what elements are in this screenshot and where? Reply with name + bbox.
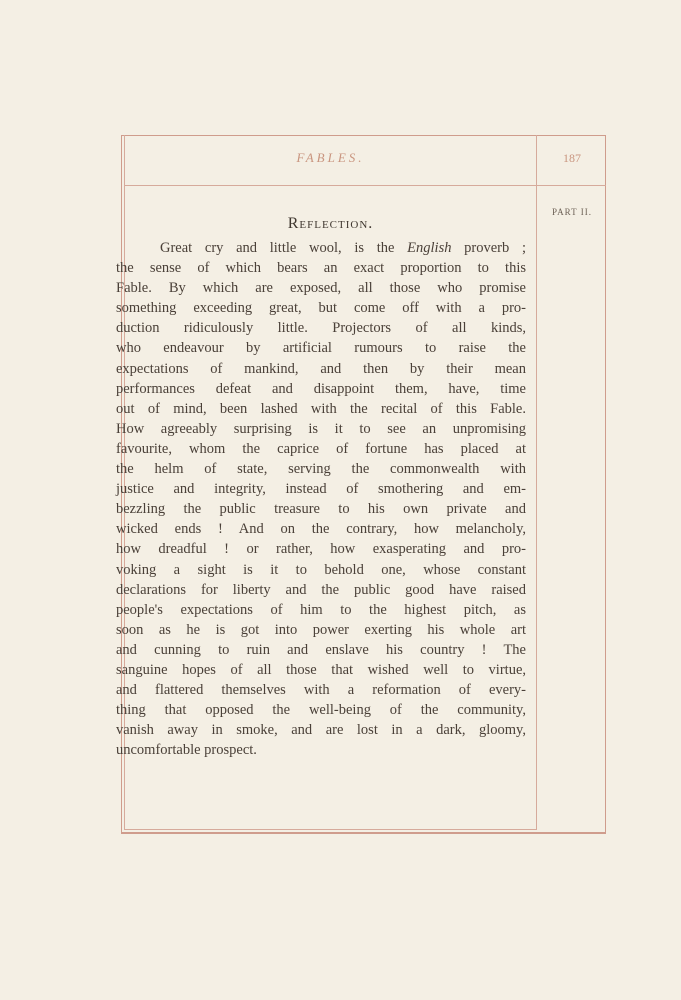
body-line: Fable. By which are exposed, all those who promise xyxy=(116,280,526,297)
body-line: sanguine hopes of all those that wished well to virtue, xyxy=(116,661,526,678)
body-line: favourite, whom the caprice of fortune has placed at xyxy=(116,440,526,457)
body-line: out of mind, been lashed with the recital of this Fable. xyxy=(116,400,526,417)
body-line: who endeavour by artificial rumours to raise the xyxy=(116,340,526,357)
body-line: people's expectations of him to the highest pitch, as xyxy=(116,601,526,618)
body-line: something exceeding great, but come off with a pro- xyxy=(116,300,526,317)
running-head: FABLES. xyxy=(296,150,365,165)
margin-note: PART II. xyxy=(552,207,592,217)
body-line: justice and integrity, instead of smothering and em- xyxy=(116,481,526,498)
body-line: vanish away in smoke, and are lost in a dark, gloomy, xyxy=(116,722,526,739)
section-title: Reflection. xyxy=(287,215,374,232)
body-line: the helm of state, serving the commonwealth with xyxy=(116,461,526,478)
body-line: and flattered themselves with a reformation of every- xyxy=(116,682,526,699)
body-line: soon as he is got into power exerting his whole art xyxy=(116,621,526,638)
body-line: performances defeat and disappoint them, have, time xyxy=(116,380,526,397)
body-text xyxy=(116,238,526,760)
body-line: uncomfortable prospect. xyxy=(116,742,257,759)
body-line: How agreeably surprising is it to see an unpromising xyxy=(116,420,526,437)
body-line: the sense of which bears an exact proportion to this xyxy=(116,260,526,277)
body-line: bezzling the public treasure to his own private and xyxy=(116,501,526,518)
body-line: expectations of mankind, and then by their mean xyxy=(116,360,526,377)
header-rule xyxy=(124,185,606,186)
body-line: and cunning to ruin and enslave his country ! The xyxy=(116,641,526,658)
body-line: thing that opposed the well-being of the community, xyxy=(116,702,526,719)
body-line: Great cry and little wool, is the English proverb ; xyxy=(160,240,526,256)
page-number: 187 xyxy=(563,151,581,165)
body-line: duction ridiculously little. Projectors of all kinds, xyxy=(116,320,526,337)
body-line: voking a sight is it to behold one, whose constant xyxy=(116,561,526,578)
body-line: how dreadful ! or rather, how exasperating and pro- xyxy=(116,541,526,558)
body-line: declarations for liberty and the public good have raised xyxy=(116,581,526,598)
body-line: wicked ends ! And on the contrary, how melancholy, xyxy=(116,521,526,538)
